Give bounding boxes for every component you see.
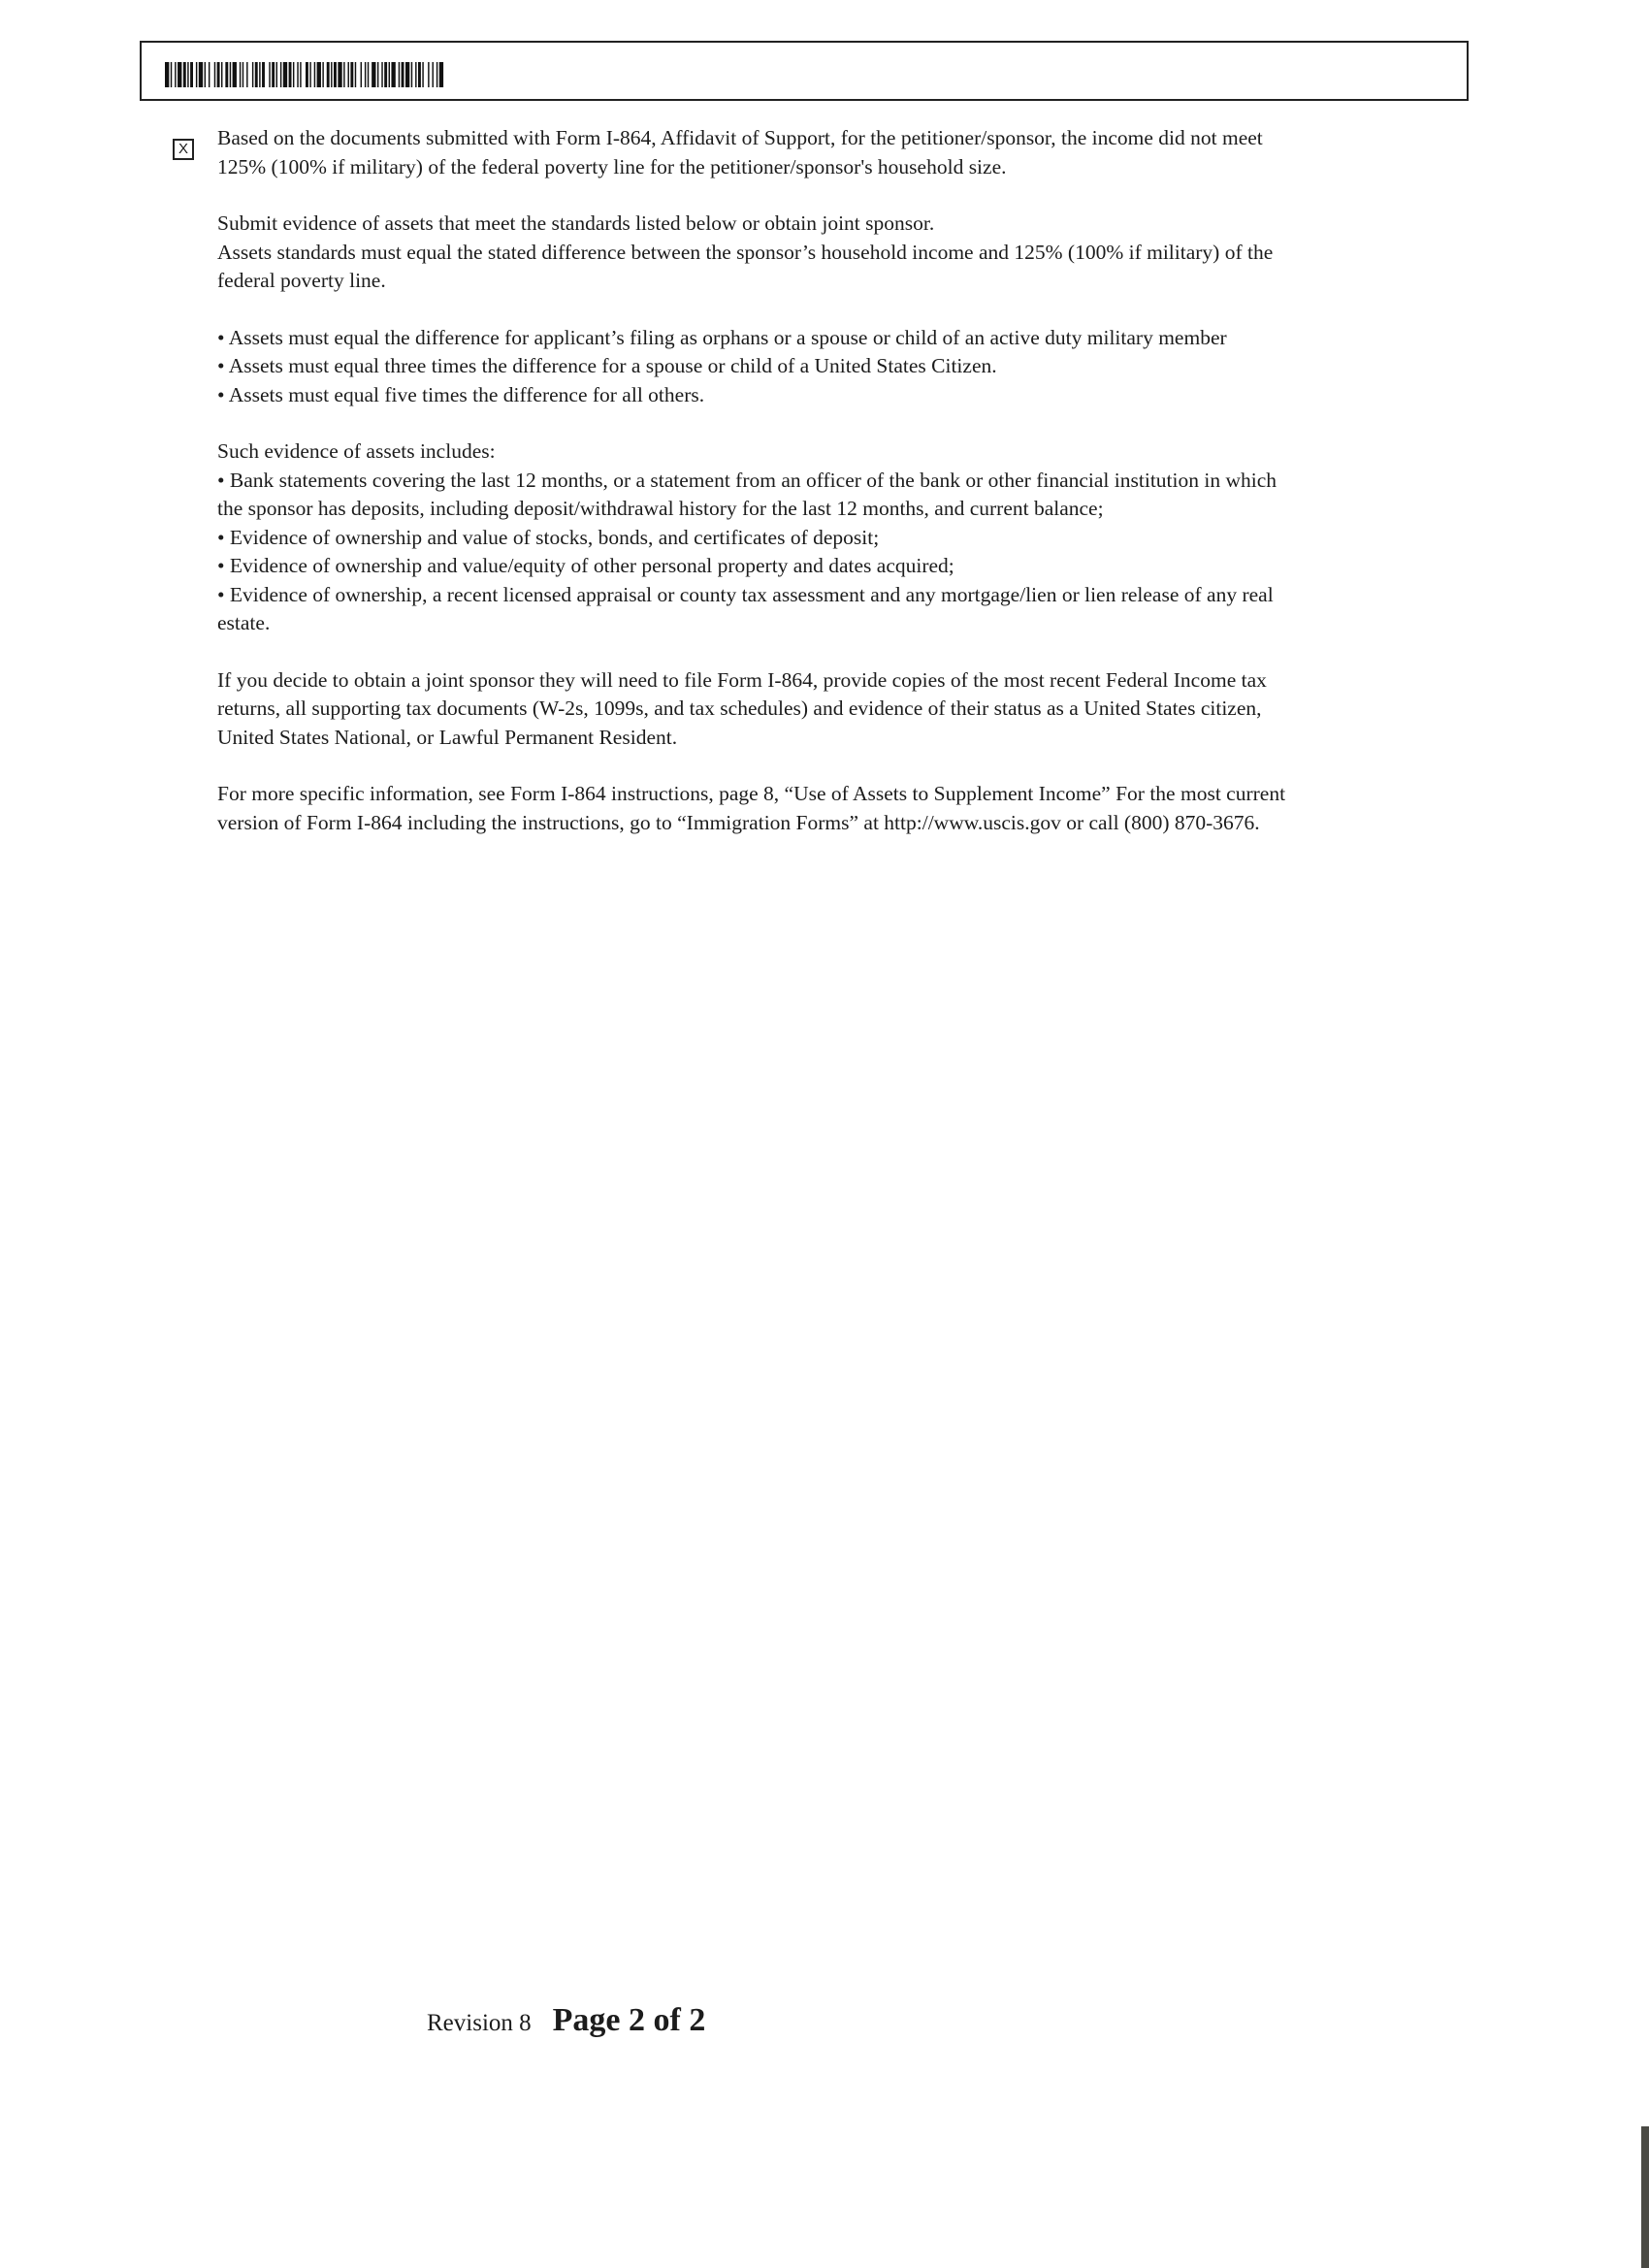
- barcode-bar: [252, 62, 253, 87]
- barcode-bar: [221, 62, 222, 87]
- barcode-bar: [240, 62, 241, 87]
- barcode-bar: [276, 62, 277, 87]
- barcode-bar: [262, 62, 265, 87]
- barcode-bar: [289, 62, 292, 87]
- barcode-bar: [214, 62, 215, 87]
- barcode-bar: [361, 62, 362, 87]
- barcode-bar: [338, 62, 341, 87]
- barcode-bar: [225, 62, 228, 87]
- barcode-bar: [384, 62, 387, 87]
- barcode-bar: [415, 62, 416, 87]
- barcode-bar: [165, 62, 169, 87]
- barcode-bar: [190, 62, 193, 87]
- scan-edge-shadow: [1641, 2126, 1649, 2268]
- barcode-bar: [297, 62, 298, 87]
- page-footer: [427, 2002, 912, 2039]
- barcode-bar: [439, 62, 443, 87]
- barcode-bar: [391, 62, 395, 87]
- barcode-bar: [269, 62, 270, 87]
- barcode-bar: [283, 62, 287, 87]
- barcode-bar: [343, 62, 344, 87]
- barcode-bar: [255, 62, 258, 87]
- barcode-bar: [178, 62, 181, 87]
- barcode-bar: [322, 62, 323, 87]
- page-number: Page 2 of 2: [552, 2002, 706, 2038]
- barcode-bar: [272, 62, 275, 87]
- barcode: [165, 62, 563, 87]
- revision-label: Revision 8: [427, 2010, 532, 2036]
- assets-checkbox[interactable]: X: [173, 139, 194, 160]
- barcode-bar: [365, 62, 366, 87]
- barcode-bar: [402, 62, 404, 87]
- barcode-bar: [405, 62, 409, 87]
- barcode-bar: [348, 62, 349, 87]
- barcode-bar: [171, 62, 172, 87]
- barcode-bar: [334, 62, 337, 87]
- barcode-bar: [327, 62, 330, 87]
- barcode-bar: [317, 62, 321, 87]
- barcode-bar: [309, 62, 310, 87]
- barcode-bar: [381, 62, 382, 87]
- barcode-bar: [187, 62, 188, 87]
- joint-sponsor-paragraph: If you decide to obtain a joint sponsor they will need to file Form I-864, provide copies of the most recent Federal Income tax returns, all supporting tax documents (W-2s, 1099s, and tax schedules) and evidence of their status as a United States citizen, United States National, or Lawful Permanent Resident.: [217, 667, 1267, 749]
- barcode-bar: [259, 62, 260, 87]
- intro-paragraph: Based on the documents submitted with Form I-864, Affidavit of Support, for the petitioner/sponsor, the income did not meet 125% (100% if military) of the federal poverty line for the petitioner/sponsor's household size.: [217, 126, 1263, 178]
- barcode-bar: [242, 62, 243, 87]
- barcode-bar: [293, 62, 294, 87]
- barcode-bar: [209, 62, 210, 87]
- barcode-bar: [399, 62, 400, 87]
- barcode-bar: [368, 62, 369, 87]
- barcode-bar: [183, 62, 186, 87]
- barcode-bar: [246, 62, 247, 87]
- barcode-bar: [428, 62, 429, 87]
- barcode-bar: [331, 62, 332, 87]
- barcode-bar: [300, 62, 301, 87]
- barcode-bar: [436, 62, 437, 87]
- barcode-bar: [411, 62, 412, 87]
- barcode-bar: [233, 62, 237, 87]
- barcode-bar: [418, 62, 421, 87]
- evidence-of-assets-list: Such evidence of assets includes: • Bank statements covering the last 12 months, or a statement from an officer of the bank or other financial institution in which the sponsor has deposits, including deposit/withdrawal history for the last 12 months, and current balance; • Evidence of ownership and value of stocks, bonds, and certificates of deposit; • Evidence of ownership and value/equity of other personal property and dates acquired; • Evidence of ownership, a recent licensed appraisal or county tax assessment and any mortgage/lien or lien release of any real estate.: [217, 439, 1277, 634]
- barcode-bar: [230, 62, 231, 87]
- barcode-bar: [314, 62, 315, 87]
- barcode-bar: [422, 62, 423, 87]
- submit-evidence-paragraph: Submit evidence of assets that meet the standards listed below or obtain joint sponsor. Assets standards must equal the stated difference between the sponsor’s household income and 125% (100% if military) of the federal poverty line.: [217, 211, 1274, 292]
- barcode-bar: [355, 62, 356, 87]
- barcode-bar: [175, 62, 176, 87]
- barcode-bar: [350, 62, 353, 87]
- asset-standards-list: • Assets must equal the difference for applicant’s filing as orphans or a spouse or child of an active duty military member • Assets must equal three times the difference for a spouse or child of a United States Citizen. • Assets must equal five times the difference for all others.: [217, 325, 1227, 406]
- notice-body: [217, 124, 1469, 865]
- barcode-bar: [389, 62, 390, 87]
- header-box: [140, 41, 1469, 101]
- barcode-bar: [217, 62, 220, 87]
- barcode-bar: [205, 62, 206, 87]
- barcode-bar: [306, 62, 308, 87]
- more-information-paragraph: For more specific information, see Form I-864 instructions, page 8, “Use of Assets to Supplement Income” For the most current version of Form I-864 including the instructions, go to “Immigration Forms” at http://www.uscis.gov or call (800) 870-3676.: [217, 782, 1286, 834]
- barcode-bar: [372, 62, 375, 87]
- barcode-bar: [199, 62, 203, 87]
- barcode-bar: [280, 62, 281, 87]
- barcode-bar: [433, 62, 434, 87]
- barcode-bar: [377, 62, 378, 87]
- barcode-bar: [196, 62, 197, 87]
